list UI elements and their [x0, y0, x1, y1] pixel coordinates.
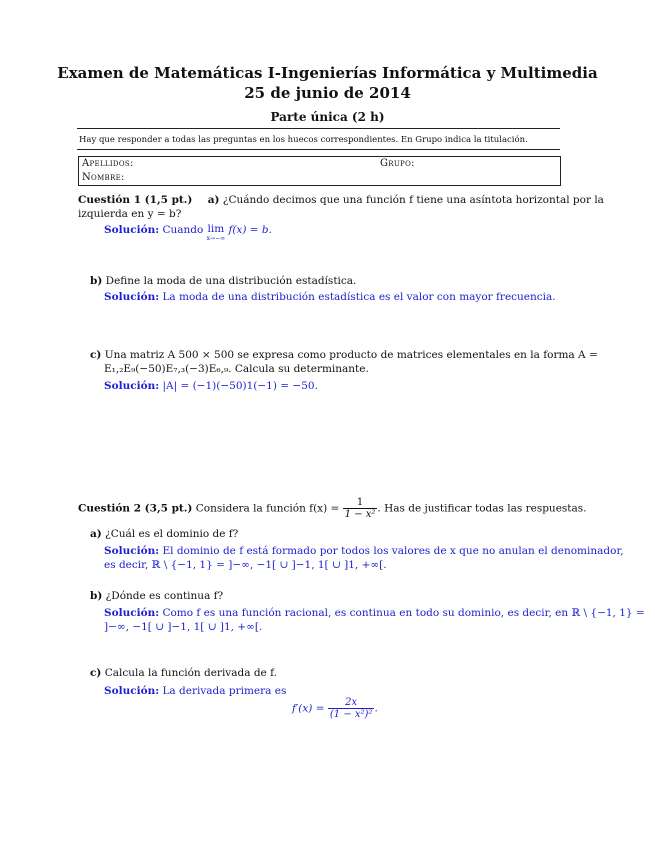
q1-a-limit	[207, 224, 225, 244]
q2-intro-post: . Has de justificar todas las respuestas.	[377, 502, 587, 515]
q2-a-sol-text-1: El dominio de f está formado por todos los valores de x que no anulan el denominador,	[162, 545, 624, 557]
q2-a-sol-text-2: es decir, ℝ \ {−1, 1} = ]−∞, −1[ ∪ ]−1, 1[ ∪ ]1, +∞[.	[104, 559, 387, 571]
nombre-label: Nombre:	[82, 172, 125, 183]
q1-a-lim-word: lim	[207, 223, 225, 235]
q1-a-solution	[104, 224, 272, 244]
q1-a-text-1: ¿Cuándo decimos que una función f tiene una asíntota horizontal por la	[222, 194, 604, 206]
q1-a-line1	[78, 194, 604, 206]
q2-c-formula-numerator: 2x	[345, 697, 358, 708]
q2-c-formula-fraction	[328, 697, 378, 720]
q1-c-line1	[90, 349, 598, 361]
q1-a-label: a)	[207, 194, 220, 206]
q2-intro	[78, 497, 587, 520]
q2-b-sol-text-1: Como f es una función racional, es continua en todo su dominio, es decir, en ℝ \ {−1, 1} =	[162, 607, 645, 619]
q2-c-formula-end: .	[374, 702, 378, 715]
q1-a-sol-label: Solución:	[104, 224, 160, 236]
q2-b-sol-text-2: ]−∞, −1[ ∪ ]−1, 1[ ∪ ]1, +∞[.	[104, 621, 263, 633]
q1-b-solution	[104, 291, 556, 303]
q1-c-sol-text: |A| = (−1)(−50)1(−1) = −50.	[162, 380, 318, 392]
q2-b-question	[90, 590, 223, 602]
q1-c-text-1: Una matriz A 500 × 500 se expresa como producto de matrices elementales en la forma A =	[104, 349, 598, 361]
q1-b-question	[90, 275, 356, 287]
q1-a-text-2: izquierda en y = b?	[78, 208, 182, 220]
grupo-label: Grupo:	[380, 158, 415, 169]
q2-a-question	[90, 528, 238, 540]
q1-a-sol-pre: Cuando	[162, 224, 204, 236]
exam-date: 25 de junio de 2014	[244, 84, 411, 102]
header-rule-top	[77, 128, 560, 129]
q2-fraction-numerator: 1	[356, 497, 364, 508]
q2-c-label: c)	[90, 667, 102, 679]
q2-c-question	[90, 667, 277, 679]
q2-label: Cuestión 2 (3,5 pt.)	[78, 502, 193, 515]
q1-a-lim-sub: x→−∞	[206, 235, 226, 242]
q1-b-sol-text: La moda de una distribución estadística es el valor con mayor frecuencia.	[162, 291, 556, 303]
exam-part: Parte única (2 h)	[270, 110, 385, 124]
header-rule-bottom	[77, 149, 560, 150]
q2-fraction-denominator: 1 − x²	[344, 509, 376, 520]
q2-c-formula-denominator: (1 − x²)²	[329, 709, 373, 720]
q2-function-fraction	[343, 497, 378, 520]
q2-b-sol-label: Solución:	[104, 607, 160, 619]
exam-instructions: Hay que responder a todas las preguntas en los huecos correspondientes. En Grupo indica la titulación.	[79, 135, 528, 145]
q1-b-sol-label: Solución:	[104, 291, 160, 303]
q2-b-label: b)	[90, 590, 103, 602]
q2-a-text: ¿Cuál es el dominio de f?	[105, 528, 239, 540]
q2-c-text: Calcula la función derivada de f.	[104, 667, 277, 679]
q2-b-solution-1	[104, 607, 645, 619]
q1-c-sol-label: Solución:	[104, 380, 160, 392]
q2-c-solution	[104, 685, 286, 697]
q2-c-derivative-formula	[292, 697, 378, 720]
q1-label: Cuestión 1 (1,5 pt.)	[78, 194, 193, 206]
q2-b-text: ¿Dónde es continua f?	[105, 590, 224, 602]
q2-c-formula-lhs: f′(x) =	[292, 702, 325, 715]
q1-b-label: b)	[90, 275, 103, 287]
q1-a-sol-post: f(x) = b.	[228, 224, 272, 236]
student-info-box	[78, 156, 561, 186]
q2-intro-pre: Considera la función f(x) =	[195, 502, 340, 515]
q1-c-label: c)	[90, 349, 102, 361]
exam-title: Examen de Matemáticas I-Ingenierías Informática y Multimedia	[57, 64, 598, 82]
apellidos-label: Apellidos:	[82, 158, 134, 169]
q2-a-solution-1	[104, 545, 624, 557]
q1-b-text: Define la moda de una distribución estadística.	[105, 275, 357, 287]
q2-a-label: a)	[90, 528, 102, 540]
q2-a-sol-label: Solución:	[104, 545, 160, 557]
q2-c-sol-text: La derivada primera es	[162, 685, 287, 697]
q1-c-solution	[104, 380, 318, 392]
q1-c-text-2: E₁,₂E₉(−50)E₇,₃(−3)E₆,₉. Calcula su determinante.	[104, 363, 369, 375]
q2-c-sol-label: Solución:	[104, 685, 160, 697]
